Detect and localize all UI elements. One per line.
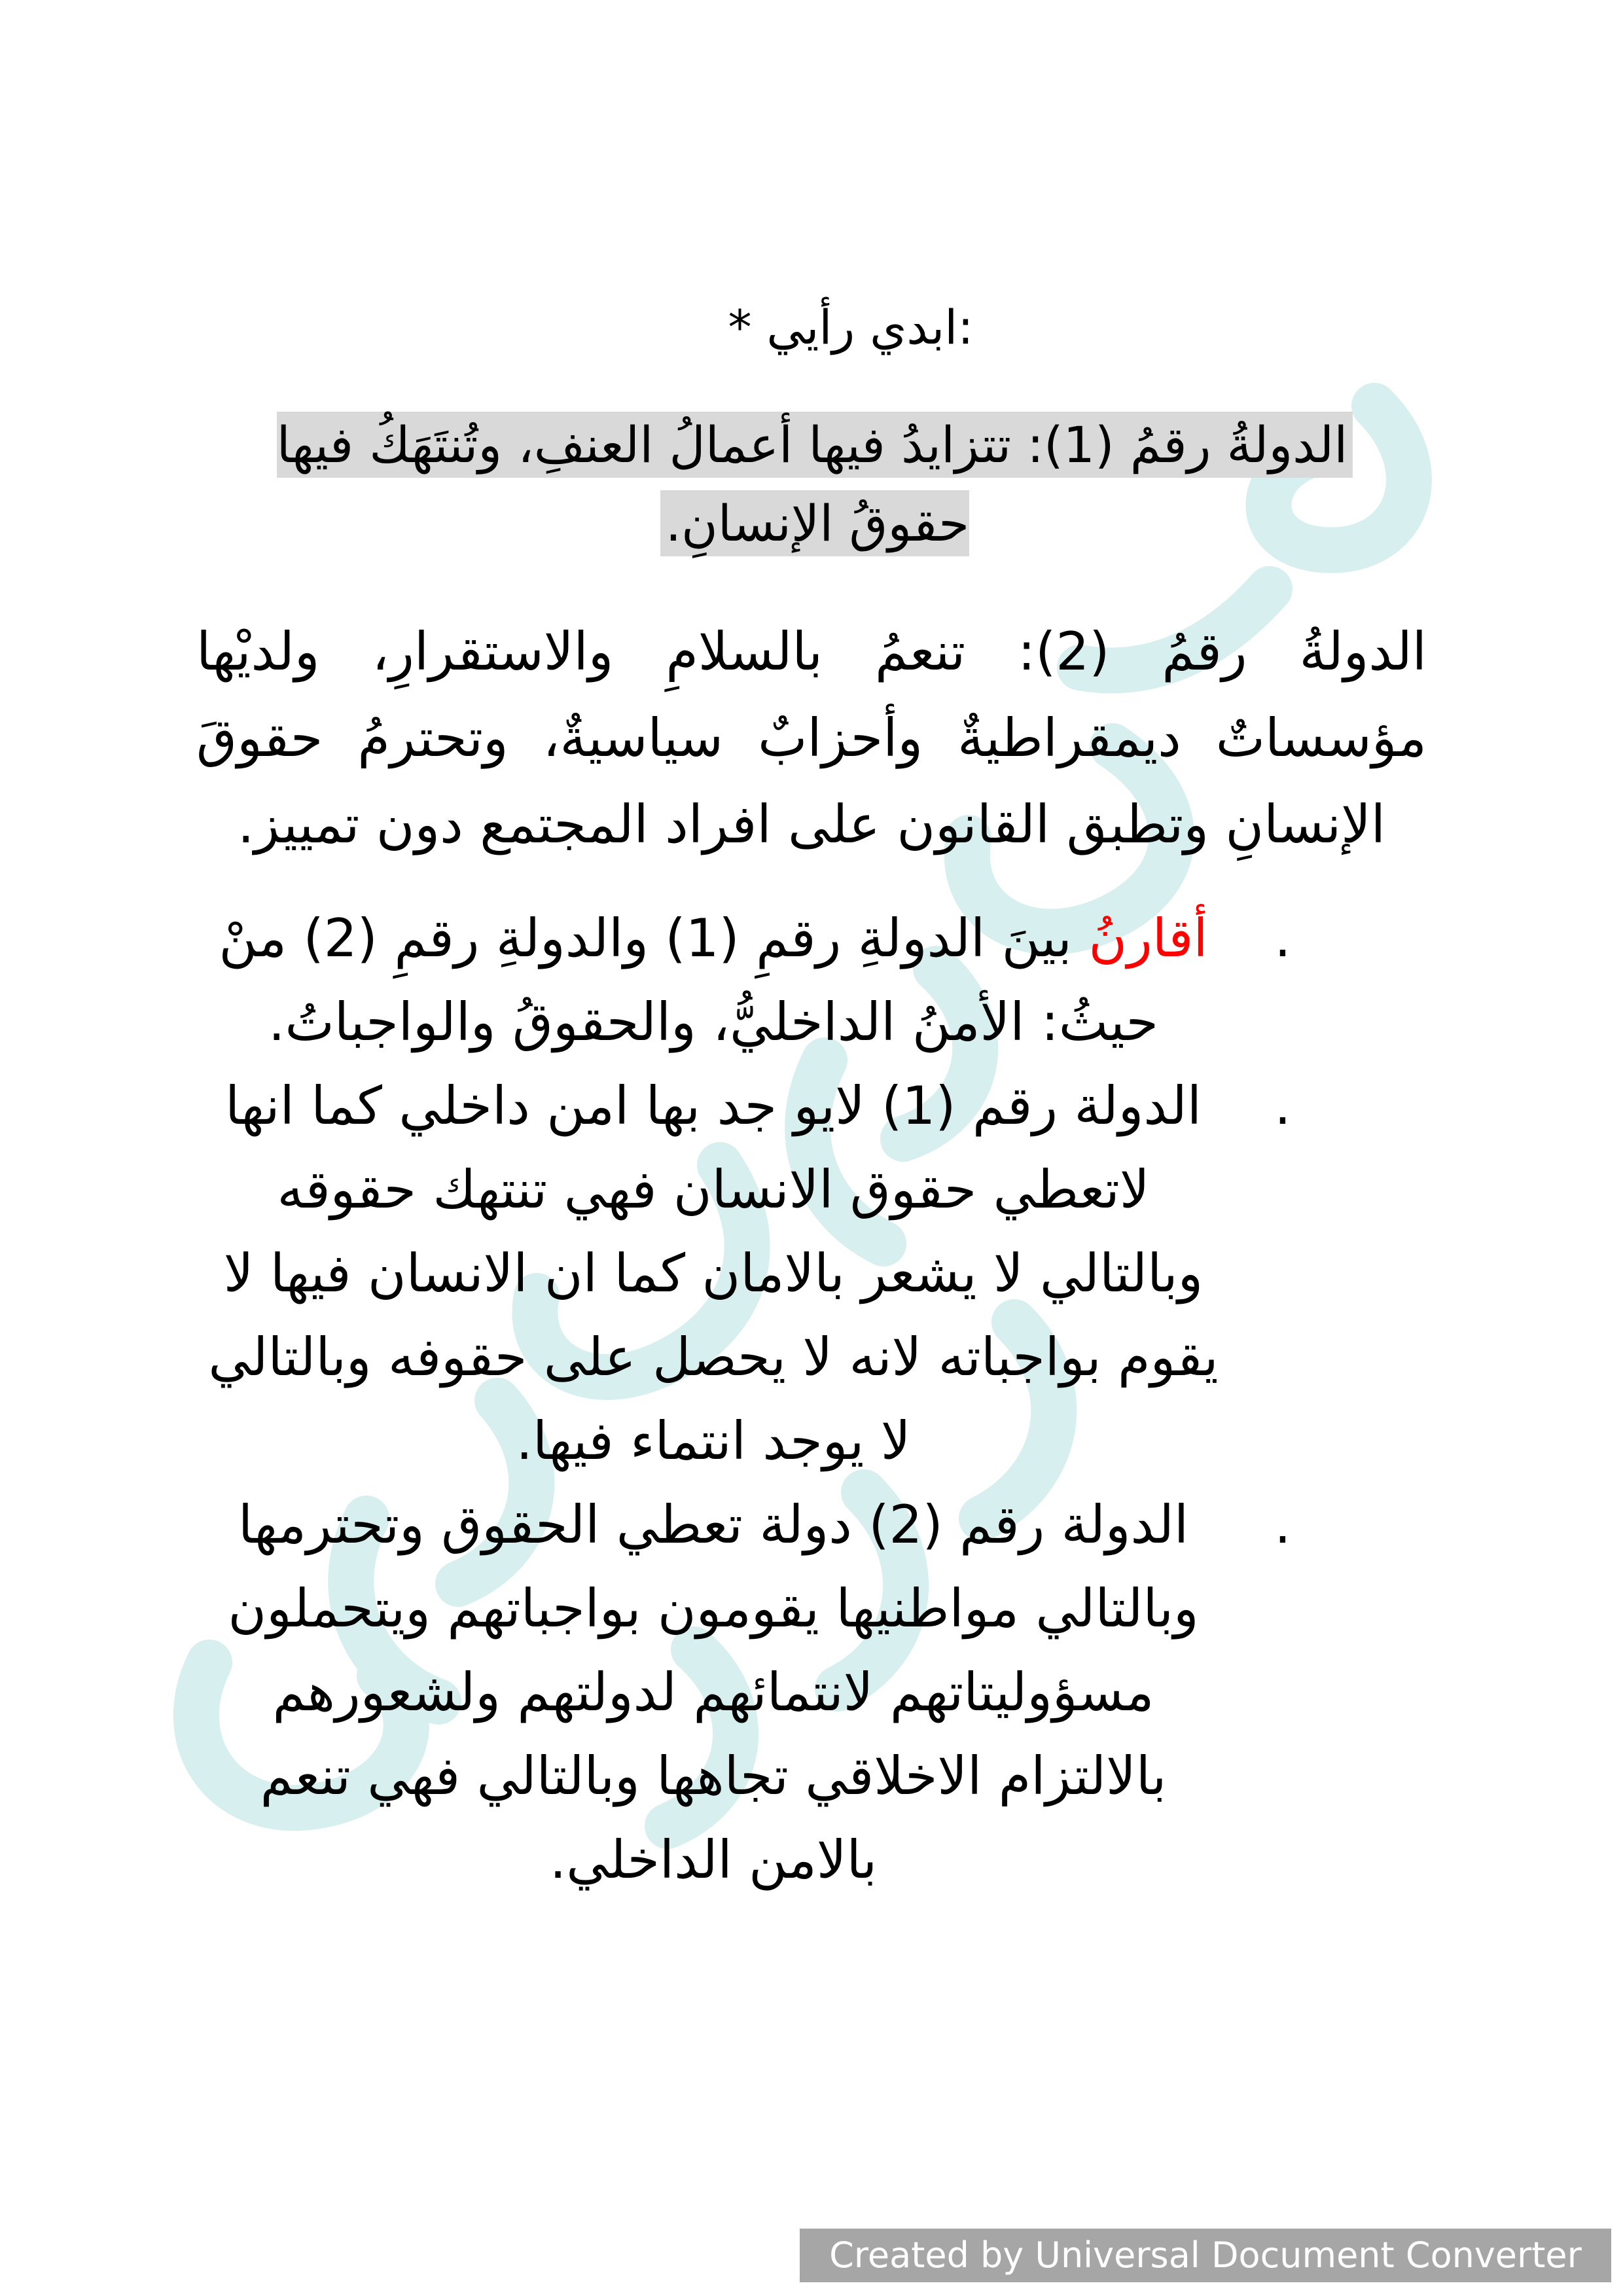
bullet: .: [1274, 1494, 1291, 1555]
list-item-text: الدولة رقم (1) لايو جد بها امن داخلي كما انها لاتعطي حقوق الانسان فهي تنتهك حقوقه وبالتالي لا يشعر بالامان كما ان الانسان فيها لا يقوم بواجباته لانه لا يحصل على حقوفه وبالتالي لا يوجد انتماء فيها.: [208, 1075, 1219, 1471]
converter-footer-banner: Created by Universal Document Converter: [800, 2229, 1611, 2282]
list-item-state2: [190, 1483, 1291, 1902]
heading: :ابدي رأيي *: [728, 300, 974, 355]
bullet: .: [1274, 1075, 1291, 1136]
answer-list: [190, 897, 1315, 1902]
list-item-compare: [190, 897, 1291, 1064]
state1-highlighted-text: الدولةُ رقمُ (1): تتزايدُ فيها أعمالُ العنفِ، وتُنتَهَكُ فيها حقوقُ الإنسانِ.: [277, 412, 1353, 556]
list-item-text: بينَ الدولةِ رقمِ (1) والدولةِ رقمِ (2) منْ حيثُ: الأمنُ الداخليُّ، والحقوقُ والواجباتُ.: [219, 908, 1158, 1052]
compare-verb: أقارنُ: [1088, 908, 1208, 969]
state2-paragraph: الدولةُ رقمُ (2): تنعمُ بالسلامِ والاستقرارِ، ولديْها مؤسساتٌ ديمقراطيةٌ وأحزابٌ سياسيةٌ، وتحترمُ حقوقَ الإنسانِ وتطبق القانون على افراد المجتمع دون تمييز.: [196, 621, 1427, 855]
list-item-state1: [190, 1064, 1291, 1483]
bullet: .: [1274, 908, 1291, 969]
state1-paragraph: [216, 406, 1414, 563]
list-item-text: الدولة رقم (2) دولة تعطي الحقوق وتحترمها وبالتالي مواطنيها يقومون بواجباتهم ويتحملون مسؤوليتاتهم لانتمائهم لدولتهم ولشعورهم بالالتزام الاخلاقي تجاهها وبالتالي فهي تنعم بالامن الداخلي.: [228, 1494, 1199, 1890]
